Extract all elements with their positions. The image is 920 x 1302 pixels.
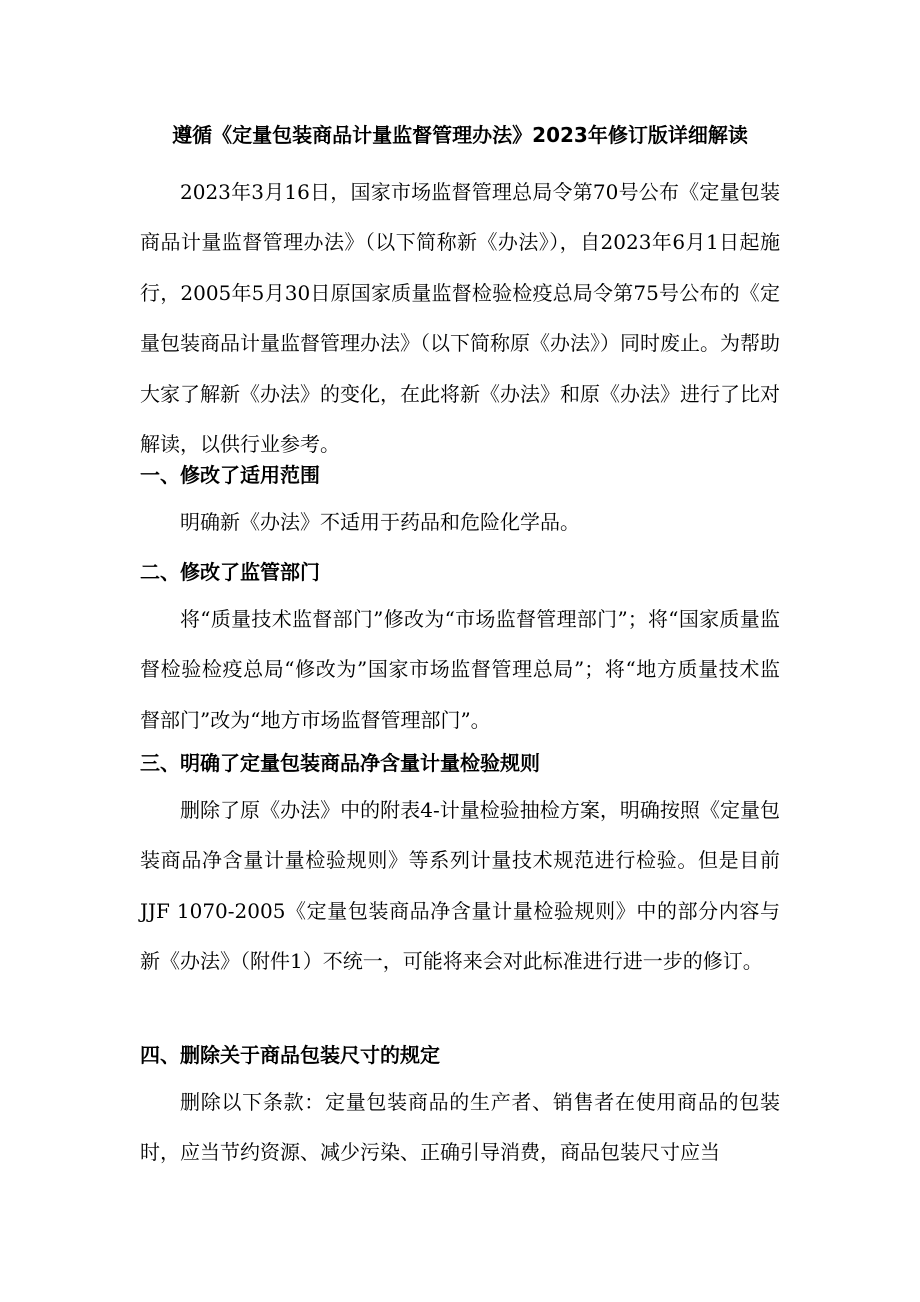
section-4-heading: 四、删除关于商品包装尺寸的规定 bbox=[140, 1043, 440, 1067]
section-2-heading: 二、修改了监管部门 bbox=[140, 560, 320, 584]
section-1-heading: 一、修改了适用范围 bbox=[140, 463, 320, 487]
intro-paragraph: 2023年3月16日，国家市场监督管理总局令第70号公布《定量包装商品计量监督管理办法》（以下简称新《办法》），自2023年6月1日起施行，2005年5月30日原国家质量监督检验检疫总局令第75号公布的《定量包装商品计量监督管理办法》（以下简称原《办法》）同时废止。为帮助大家了解新《办法》的变化，在此将新《办法》和原《办法》进行了比对解读，以供行业参考。 bbox=[140, 180, 780, 457]
document-title: 遵循《定量包装商品计量监督管理办法》2023年修订版详细解读 bbox=[172, 123, 748, 147]
section-4-body: 删除以下条款：定量包装商品的生产者、销售者在使用商品的包装时，应当节约资源、减少污染、正确引导消费，商品包装尺寸应当 bbox=[140, 1090, 780, 1165]
section-2-body: 将“质量技术监督部门”修改为“市场监督管理部门”；将“国家质量监督检验检疫总局“修改为”国家市场监督管理总局”；将“地方质量技术监督部门”改为“地方市场监督管理部门”。 bbox=[140, 607, 780, 732]
section-3-heading: 三、明确了定量包装商品净含量计量检验规则 bbox=[140, 751, 540, 775]
section-3-body: 删除了原《办法》中的附表4-计量检验抽检方案，明确按照《定量包装商品净含量计量检验规则》等系列计量技术规范进行检验。但是目前JJF 1070-2005《定量包装商品净含量计量检验规则》中的部分内容与新《办法》（附件1）不统一，可能将来会对此标准进行进一步的修订。 bbox=[140, 798, 780, 974]
section-1-body: 明确新《办法》不适用于药品和危险化学品。 bbox=[180, 510, 580, 534]
